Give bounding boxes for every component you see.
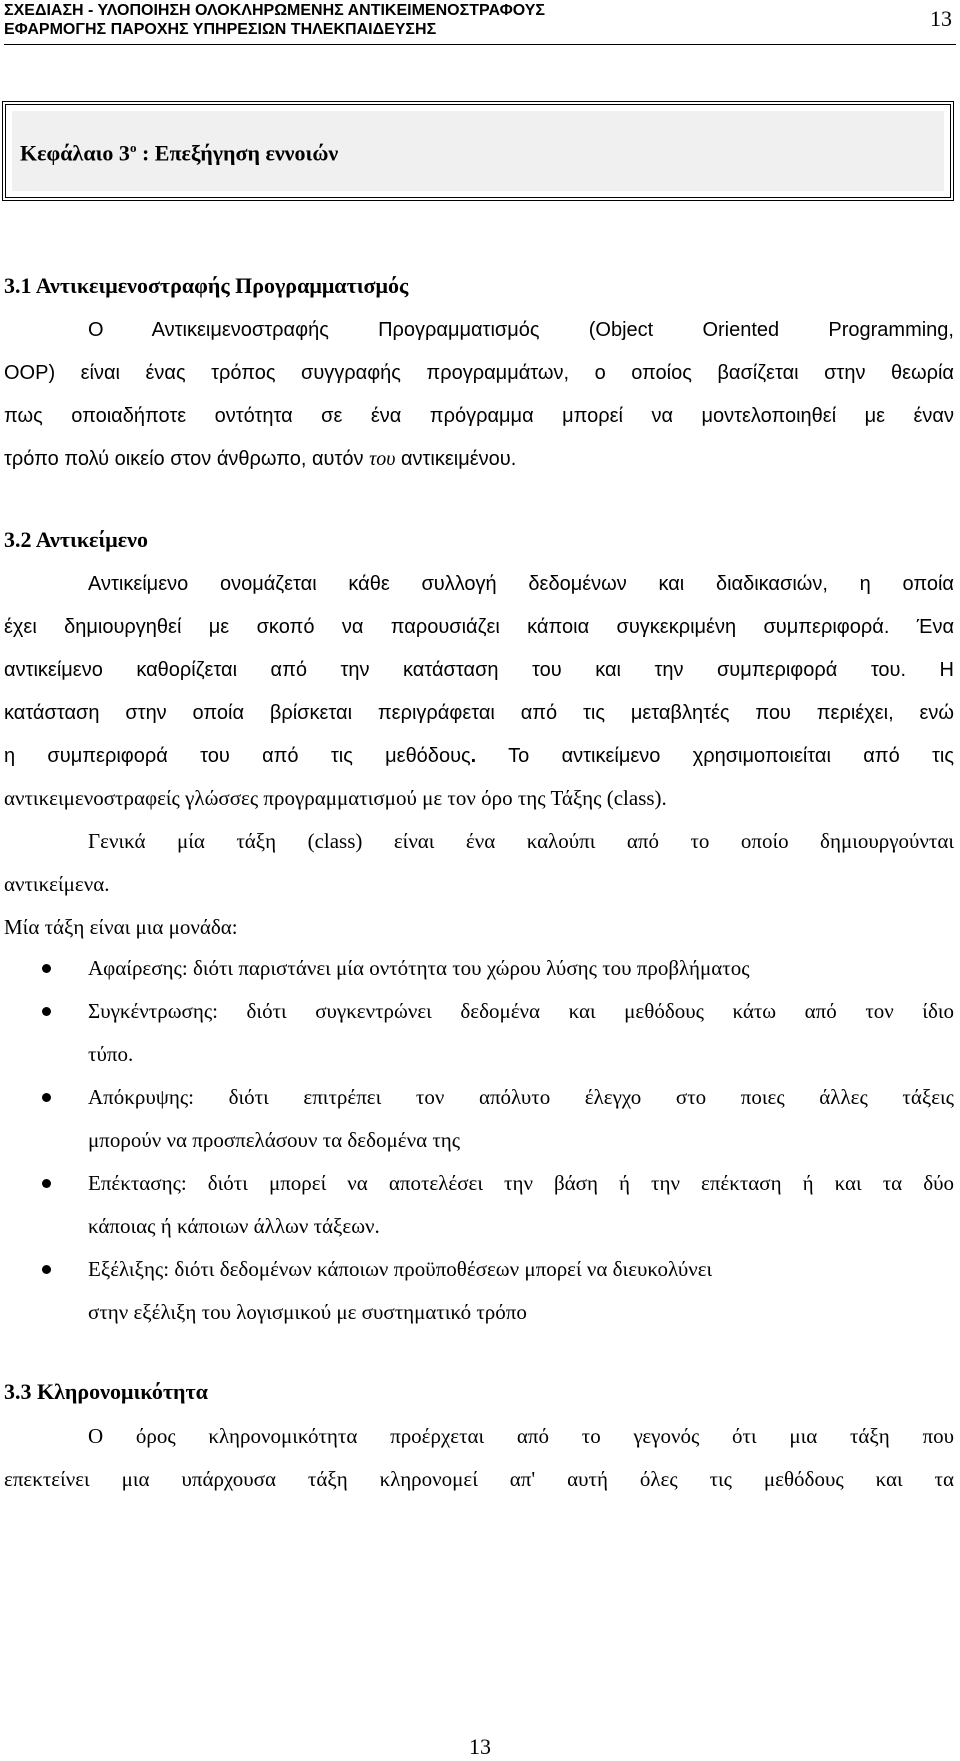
bullet-icon: [42, 1179, 51, 1188]
bullet-icon: [42, 1093, 51, 1102]
paragraph-line: κατάσταση στην οποία βρίσκεται περιγράφεται από τις μεταβλητές που περιέχει, ενώ: [4, 702, 954, 724]
paragraph-line: έχει δημιουργηθεί με σκοπό να παρουσιάζει κάποια συγκεκριμένη συμπεριφορά. Ένα: [4, 616, 954, 638]
header-title-line1: ΣΧΕΔΙΑΣΗ - ΥΛΟΠΟΙΗΣΗ ΟΛΟΚΛΗΡΩΜΕΝΗΣ ΑΝΤΙΚΕΙΜΕΝΟΣΤΡΑΦΟΥΣ: [4, 2, 545, 19]
paragraph-line: Ο όρος κληρονομικότητα προέρχεται από το γεγονός ότι μια τάξη που: [88, 1424, 954, 1448]
running-header: [4, 0, 956, 45]
chapter-ordinal: ο: [129, 140, 137, 155]
bold-period: .: [470, 745, 477, 767]
paragraph-line: Αντικείμενο ονομάζεται κάθε συλλογή δεδομένων και διαδικασιών, η οποία: [88, 573, 954, 595]
list-item-continuation: μπορούν να προσπελάσουν τα δεδομένα της: [88, 1128, 461, 1152]
section-heading-3-3: 3.3 Κληρονομικότητα: [4, 1379, 208, 1404]
paragraph-line: αντικειμενοστραφείς γλώσσες προγραμματισμού με τον όρο της Τάξης (class).: [4, 786, 667, 810]
section-heading-3-2: 3.2 Αντικείμενο: [4, 527, 148, 552]
list-item-continuation: στην εξέλιξη του λογισμικού με συστηματικό τρόπο: [88, 1300, 527, 1324]
bullet-icon: [42, 1265, 51, 1274]
paragraph-line: αντικείμενα.: [4, 872, 110, 896]
text-span: αντικειμένου.: [395, 448, 517, 470]
paragraph-line: [4, 744, 954, 768]
list-item: Συγκέντρωσης: διότι συγκεντρώνει δεδομένα και μεθόδους κάτω από τον ίδιο: [88, 999, 954, 1023]
paragraph-line: πως οποιαδήποτε οντότητα σε ένα πρόγραμμα μπορεί να μοντελοποιηθεί με έναν: [4, 405, 954, 427]
bullet-icon: [42, 964, 51, 973]
list-item-continuation: κάποιας ή κάποιων άλλων τάξεων.: [88, 1214, 380, 1238]
text-span: η συμπεριφορά του από τις μεθόδους: [4, 745, 471, 767]
paragraph-line: OOP) είναι ένας τρόπος συγγραφής προγραμμάτων, ο οποίος βασίζεται στην θεωρία: [4, 362, 954, 384]
text-span: τρόπο πολύ οικείο στον άνθρωπο, αυτόν: [4, 448, 370, 470]
header-page-number: 13: [930, 6, 952, 31]
header-title-line2: ΕΦΑΡΜΟΓΗΣ ΠΑΡΟΧΗΣ ΥΠΗΡΕΣΙΩΝ ΤΗΛΕΚΠΑΙΔΕΥΣΗΣ: [4, 21, 437, 38]
paragraph-line: αντικείμενο καθορίζεται από την κατάσταση του και την συμπεριφορά του. Η: [4, 659, 954, 681]
list-item: Επέκτασης: διότι μπορεί να αποτελέσει την βάση ή την επέκταση ή και τα δύο: [88, 1171, 954, 1195]
text-span: Το αντικείμενο χρησιμοποιείται από τις: [476, 745, 954, 767]
paragraph-line: επεκτείνει μια υπάρχουσα τάξη κληρονομεί απ' αυτή όλες τις μεθόδους και τα: [4, 1467, 954, 1491]
italic-word: του: [369, 448, 396, 470]
list-item: Αφαίρεσης: διότι παριστάνει μία οντότητα του χώρου λύσης του προβλήματος: [88, 956, 750, 980]
chapter-title-box: [2, 101, 954, 201]
paragraph-line: Ο Αντικειμενοστραφής Προγραμματισμός (Object Oriented Programming,: [88, 319, 954, 341]
bullet-icon: [42, 1007, 51, 1016]
unit-intro: Μία τάξη είναι μια μονάδα:: [4, 915, 238, 939]
list-item: Απόκρυψης: διότι επιτρέπει τον απόλυτο έλεγχο στο ποιες άλλες τάξεις: [88, 1085, 954, 1109]
footer-page-number: 13: [469, 1734, 491, 1759]
paragraph-line: Γενικά μία τάξη (class) είναι ένα καλούπι από το οποίο δημιουργούνται: [88, 829, 954, 853]
paragraph-last-line: [4, 447, 954, 471]
section-heading-3-1: 3.1 Αντικειμενοστραφής Προγραμματισμός: [4, 273, 409, 298]
list-item-continuation: τύπο.: [88, 1042, 134, 1066]
chapter-title: [20, 140, 338, 166]
chapter-suffix: : Επεξήγηση εννοιών: [136, 140, 339, 166]
chapter-prefix: Κεφάλαιο 3: [20, 140, 130, 166]
list-item: Εξέλιξης: διότι δεδομένων κάποιων προϋποθέσεων μπορεί να διευκολύνει: [88, 1257, 713, 1281]
